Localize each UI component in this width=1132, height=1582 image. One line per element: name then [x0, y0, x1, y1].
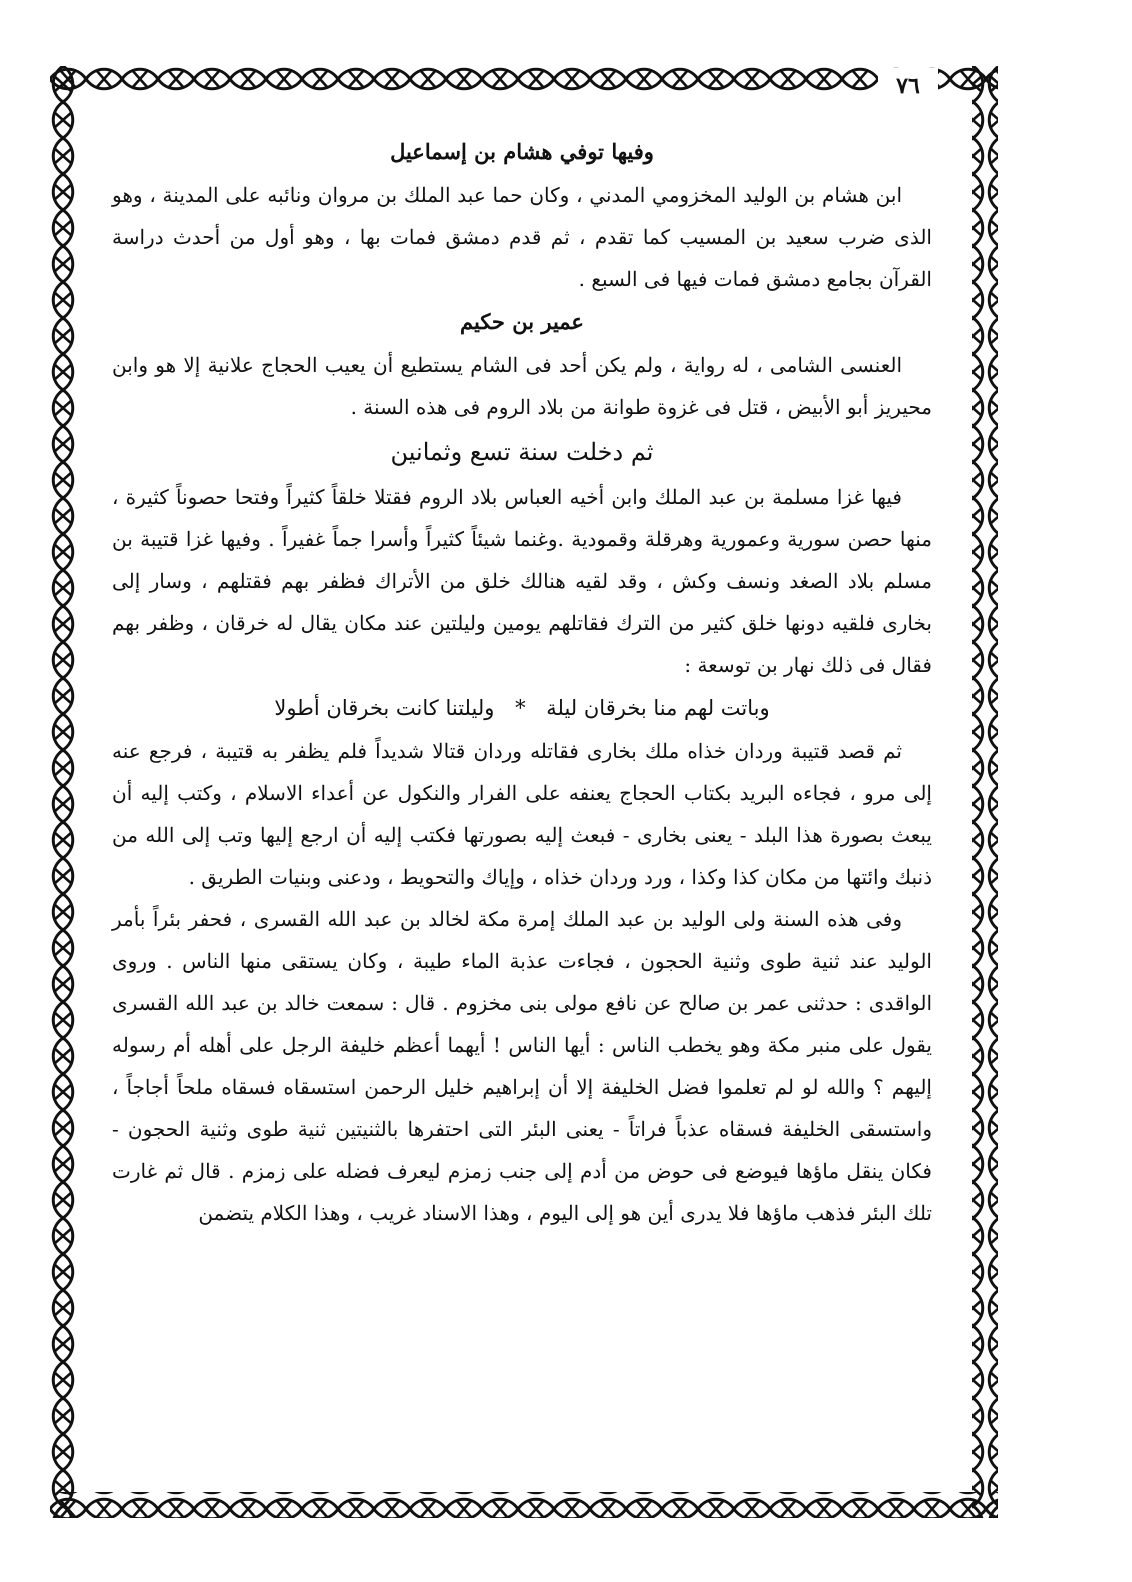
- year-heading: ثم دخلت سنة تسع وثمانين: [390, 438, 654, 466]
- paragraph: ثم قصد قتيبة وردان خذاه ملك بخارى فقاتله وردان قتالا شديداً فلم يظفر به قتيبة ، فرجع عنه إلى مرو ، فجاءه البريد بكتاب الحجاج يعنفه على الفرار والنكول عن أعداء الاسلام ، وكتب إليه أن يبعث بصورة هذا البلد - يعنى بخارى - فبعث إليه بصورتها فكتب إليه أن ارجع إليها وتب إلى الله من ذنبك وائتها من مكان كذا وكذا ، ورد وردان خذاه ، وإياك والتحويط ، ودعنى وبنيات الطريق .: [112, 739, 932, 889]
- section-heading: عمير بن حكيم: [460, 309, 584, 334]
- section-heading: وفيها توفي هشام بن إسماعيل: [390, 139, 654, 164]
- page-body: [112, 130, 932, 1490]
- page-number: ٧٦: [878, 68, 938, 104]
- paragraph: فيها غزا مسلمة بن عبد الملك وابن أخيه العباس بلاد الروم فقتلا خلقاً كثيراً وفتحا حصوناً كثيرة ، منها حصن سورية وعمورية وهرقلة وقمودية .وغنما شيئاً كثيراً وأسرا جماً غفيراً . وفيها غزا قتيبة بن مسلم بلاد الصغد ونسف وكش ، وقد لقيه هنالك خلق من الأتراك فظفر بهم فقتلهم ، وسار إلى بخارى فلقيه دونها خلق كثير من الترك فقاتلهم يومين وليلتين عند مكان يقال له خرقان ، وظفر بهم فقال فى ذلك نهار بن توسعة :: [112, 485, 932, 677]
- verse-separator: *: [515, 696, 526, 720]
- paragraph: ابن هشام بن الوليد المخزومي المدني ، وكان حما عبد الملك بن مروان ونائبه على المدينة ، وهو الذى ضرب سعيد بن المسيب كما تقدم ، ثم قدم دمشق فمات بها ، وهو أول من أحدث دراسة القرآن بجامع دمشق فمات فيها فى السبع .: [112, 183, 932, 291]
- paragraph: العنسى الشامى ، له رواية ، ولم يكن أحد فى الشام يستطيع أن يعيب الحجاج علانية إلا هو وابن محيريز أبو الأبيض ، قتل فى غزوة طوانة من بلاد الروم فى هذه السنة .: [112, 353, 932, 419]
- poetry-verse: [112, 686, 932, 730]
- verse-first-hemistich: وباتت لهم منا بخرقان ليلة: [546, 696, 770, 720]
- verse-second-hemistich: وليلتنا كانت بخرقان أطولا: [274, 696, 495, 720]
- paragraph: وفى هذه السنة ولى الوليد بن عبد الملك إمرة مكة لخالد بن عبد الله القسرى ، فحفر بئراً بأمر الوليد عند ثنية طوى وثنية الحجون ، فجاءت عذبة الماء طيبة ، وكان يستقى منها الناس . وروى الواقدى : حدثنى عمر بن صالح عن نافع مولى بنى مخزوم . قال : سمعت خالد بن عبد الله القسرى يقول على منبر مكة وهو يخطب الناس : أيها الناس ! أيهما أعظم خليفة الرجل على أهله أم رسوله إليهم ؟ والله لو لم تعلموا فضل الخليفة إلا أن إبراهيم خليل الرحمن استسقاه فسقاه ملحاً أجاجاً ، واستسقى الخليفة فسقاه عذباً فراتاً - يعنى البئر التى احتفرها بالثنيتين ثنية طوى وثنية الحجون - فكان ينقل ماؤها فيوضع فى حوض من أدم إلى جنب زمزم ليعرف فضله على زمزم . قال ثم غارت تلك البئر فذهب ماؤها فلا يدرى أين هو إلى اليوم ، وهذا الاسناد غريب ، وهذا الكلام يتضمن: [112, 907, 932, 1225]
